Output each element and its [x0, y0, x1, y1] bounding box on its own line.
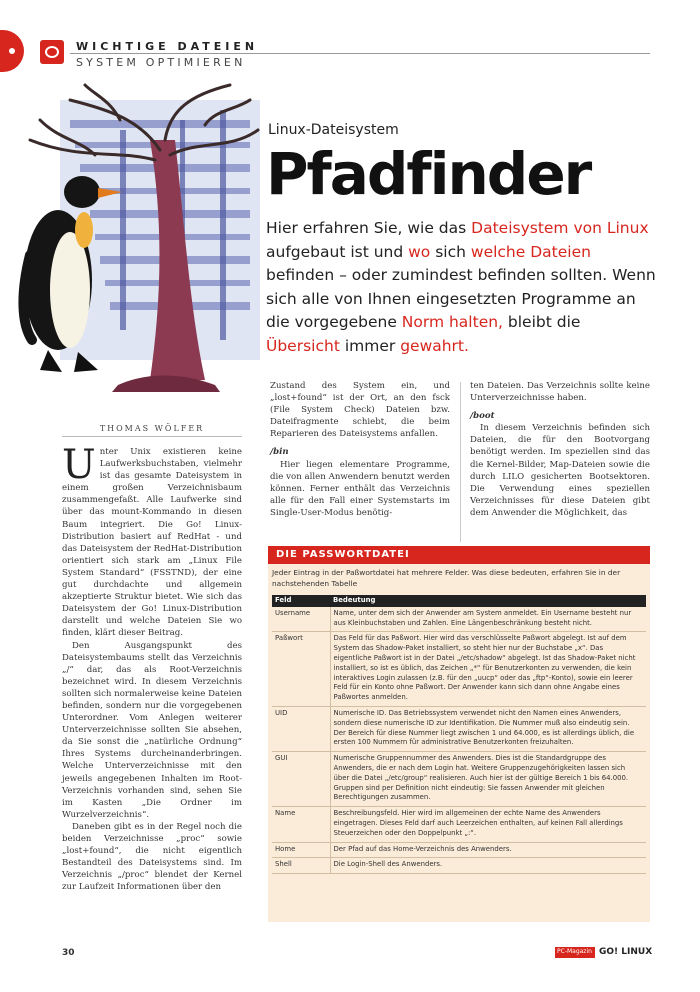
field-cell: Username	[272, 607, 330, 632]
magazine-brand: GO! LINUX	[599, 947, 653, 957]
table-row	[272, 632, 646, 707]
password-file-box	[268, 546, 650, 922]
table-row	[272, 607, 646, 632]
section-label: Linux-Dateisystem	[268, 122, 399, 138]
box-title: DIE PASSWORTDATEI	[268, 546, 650, 564]
field-cell: GUI	[272, 752, 330, 807]
lead-text: bleibt die	[502, 313, 581, 331]
lead-highlight: Übersicht	[266, 336, 340, 355]
box-intro: Jeder Eintrag in der Paßwortdatei hat mehrere Felder. Was diese bedeuten, erfahren Sie in der nachstehenden Tabelle	[272, 568, 621, 588]
section-icon-glyph	[45, 46, 59, 58]
meaning-cell: Das Feld für das Paßwort. Hier wird das verschlüsselte Paßwort abgelegt. Ist auf dem System das Shadow-Paket installiert, so steht hier nur der Buchstabe „x“. Das eigentliche Paßwort ist in der Datei „/etc/shadow“ abgelegt. Ist das Shadow-Paket nicht installiert, so ist es üblich, das Zeichen „*“ für Benutzerkonten zu verwenden, die kein interaktives Login zulassen (z.B. für den „uucp“ oder das „ftp“-Konto), sowie ein leerer Feld für ein Konto ohne Paßwort. Der Anwender kann sich dann ohne Angabe eines Paßwortes anmelden.	[330, 632, 646, 707]
field-cell: Home	[272, 842, 330, 858]
column-paragraph	[62, 442, 242, 640]
table-header-row	[272, 595, 646, 607]
column-header-field: Feld	[272, 595, 330, 607]
column-paragraph: ten Dateien. Das Verzeichnis sollte keine Unterverzeichnisse haben.	[470, 381, 650, 404]
section-icon	[40, 40, 64, 64]
lead-text: aufgebaut ist und	[266, 242, 409, 261]
column-paragraph: Den Ausgangspunkt des Dateisystembaums stellt das Verzeichnis „/“ dar, das als Root-Verzeichnis bezeichnet wird. In diesem Verzeichnis sollten sich normalerweise keine Dateien befinden, sondern nur die vorgegebenen Unterordner. Vom Anlegen weiterer Unterverzeichnisse sollten Sie absehen, da Sie sonst die „natürliche Ordnung“ Ihres Systems durcheinanderbringen. Welche Unterverzeichnisse mit den jeweils angegebenen Inhalten im Root-Verzeichnis vorhanden sind, sehen Sie im Kasten „Die Ordner im Wurzelverzeichnis“.	[62, 640, 242, 820]
table-row	[272, 858, 646, 874]
column-paragraph: Daneben gibt es in der Regel noch die beiden Verzeichnisse „proc“ sowie „lost+found“, die nicht eigentlich Bestandteil des Dateisystems sind. Im Verzeichnis „/proc“ blendet der Kernel zur Laufzeit Informationen über den	[62, 821, 242, 893]
column-paragraph: Zustand des System ein, und „lost+found“ ist der Ort, an den fsck (File System Check) Dateien bzw. Dateifragmente schiebt, die beim Reparieren des Dateisystems anfallen.	[270, 381, 450, 440]
table-row	[272, 706, 646, 751]
meaning-cell: Beschreibungsfeld. Hier wird im allgemeinen der echte Name des Anwenders eingetragen. Dieses Feld darf auch Leerzeichen enthalten, auf keinen Fall allerdings Steuerzeichen oder den Doppelpunkt „:“.	[330, 807, 646, 842]
drop-cap: U	[62, 442, 96, 488]
lead-paragraph	[266, 217, 656, 358]
column-divider	[460, 382, 461, 542]
header-subkicker: SYSTEM OPTIMIEREN	[76, 56, 246, 69]
header-kicker: WICHTIGE DATEIEN	[76, 40, 259, 53]
meaning-cell: Numerische ID. Das Betriebssystem verwendet nicht den Namen eines Anwenders, sondern diese numerische ID zur Identifikation. Die Nummer muß also eindeutig sein. Der Bereich für diese Nummer liegt zwischen 1 und 64.000, es ist allerdings üblich, die ersten 100 Nummern für administrative Benutzerkonten freizuhalten.	[330, 706, 646, 751]
byline-rule	[62, 436, 242, 437]
column-paragraph: In diesem Verzeichnis befinden sich Dateien, die für den Bootvorgang benötigt werden. Im speziellen sind das die Kernel-Bilder, Map-Dateien sowie die durch LILO gesicherten Bootsektoren. Die Verwendung eines speziellen Verzeichnisses für diese Dateien gibt dem Anwender die Möglichkeit, das	[470, 423, 650, 518]
table-row	[272, 752, 646, 807]
password-field-table	[272, 595, 646, 874]
subheading-bin: /bin	[270, 447, 289, 458]
header-rule	[70, 53, 650, 54]
lead-highlight: wo	[408, 242, 431, 261]
field-cell: Paßwort	[272, 632, 330, 707]
text-column-2	[270, 380, 450, 519]
penguin-tree-illustration	[0, 80, 262, 400]
author-byline: THOMAS WÖLFER	[99, 424, 205, 433]
red-side-tab	[0, 30, 24, 72]
table-row	[272, 807, 646, 842]
page-title: Pfadfinder	[266, 140, 591, 208]
lead-highlight: Norm halten,	[401, 313, 503, 331]
lead-highlight: welche Dateien	[470, 242, 591, 261]
meaning-cell: Numerische Gruppennummer des Anwenders. Dies ist die Standardgruppe des Anwenders, die er nach dem Login hat. Weitere Gruppenzugehörigkeiten lassen sich über die Datei „/etc/group“ realisieren. Auch hier ist der gültige Bereich 1 bis 64.000. Gruppen sind per Definition nicht eindeutig: Sie fassen Anwender mit gleichen Berechtigungen zusammen.	[330, 752, 646, 807]
subheading-boot: /boot	[470, 411, 495, 422]
column-header-meaning: Bedeutung	[330, 595, 646, 607]
lead-text: immer	[339, 336, 401, 355]
lead-text: Hier erfahren Sie, wie das	[266, 219, 472, 237]
page-number: 30	[62, 948, 75, 958]
text-column-1	[62, 442, 242, 893]
text-column-3	[470, 380, 650, 519]
field-cell: Shell	[272, 858, 330, 874]
lead-highlight: gewahrt.	[400, 336, 469, 355]
lead-highlight: Dateisystem von Linux	[471, 219, 649, 237]
lead-text: sich	[430, 242, 471, 261]
field-cell: Name	[272, 807, 330, 842]
column-paragraph: Hier liegen elementare Programme, die von allen Anwendern benutzt werden können. Ferner enthält das Verzeichnis alle für den Fall einer Systemstarts im Single-User-Modus benötig-	[270, 459, 450, 518]
table-row	[272, 842, 646, 858]
field-cell: UID	[272, 706, 330, 751]
magazine-badge: PC-Magazin	[555, 947, 595, 958]
tab-dot	[9, 48, 15, 54]
lead-text: befinden – oder zumindest befinden sollten. Wenn sich alle von Ihnen eingesetzten Programme an die vorgegebene	[266, 266, 656, 331]
meaning-cell: Der Pfad auf das Home-Verzeichnis des Anwenders.	[330, 842, 646, 858]
paragraph-text: nter Unix existieren keine Laufwerksbuchstaben, vielmehr ist das gesamte Dateisystem in einem großen Verzeichnisbaum zusammengefaßt. Alle Laufwerke sind über das mount-Kommando in diesen Baum integriert. Die Go! Linux-Distribution basiert auf RedHat - und das Dateisystem der RedHat-Distribution orientiert sich stark am „Linux File System Standard“ (FSSTND), der eine gut durchdachte und allgemein akzeptierte Struktur bietet. Wie sich das Dateisystem der Go! Linux-Distribution darstellt und welche Dateien Sie wo finden, klärt dieser Beitrag.	[62, 447, 242, 639]
meaning-cell: Name, unter dem sich der Anwender am System anmeldet. Ein Username besteht nur aus Kleinbuchstaben und Zahlen. Eine Längenbeschränkung besteht nicht.	[330, 607, 646, 632]
meaning-cell: Die Login-Shell des Anwenders.	[330, 858, 646, 874]
